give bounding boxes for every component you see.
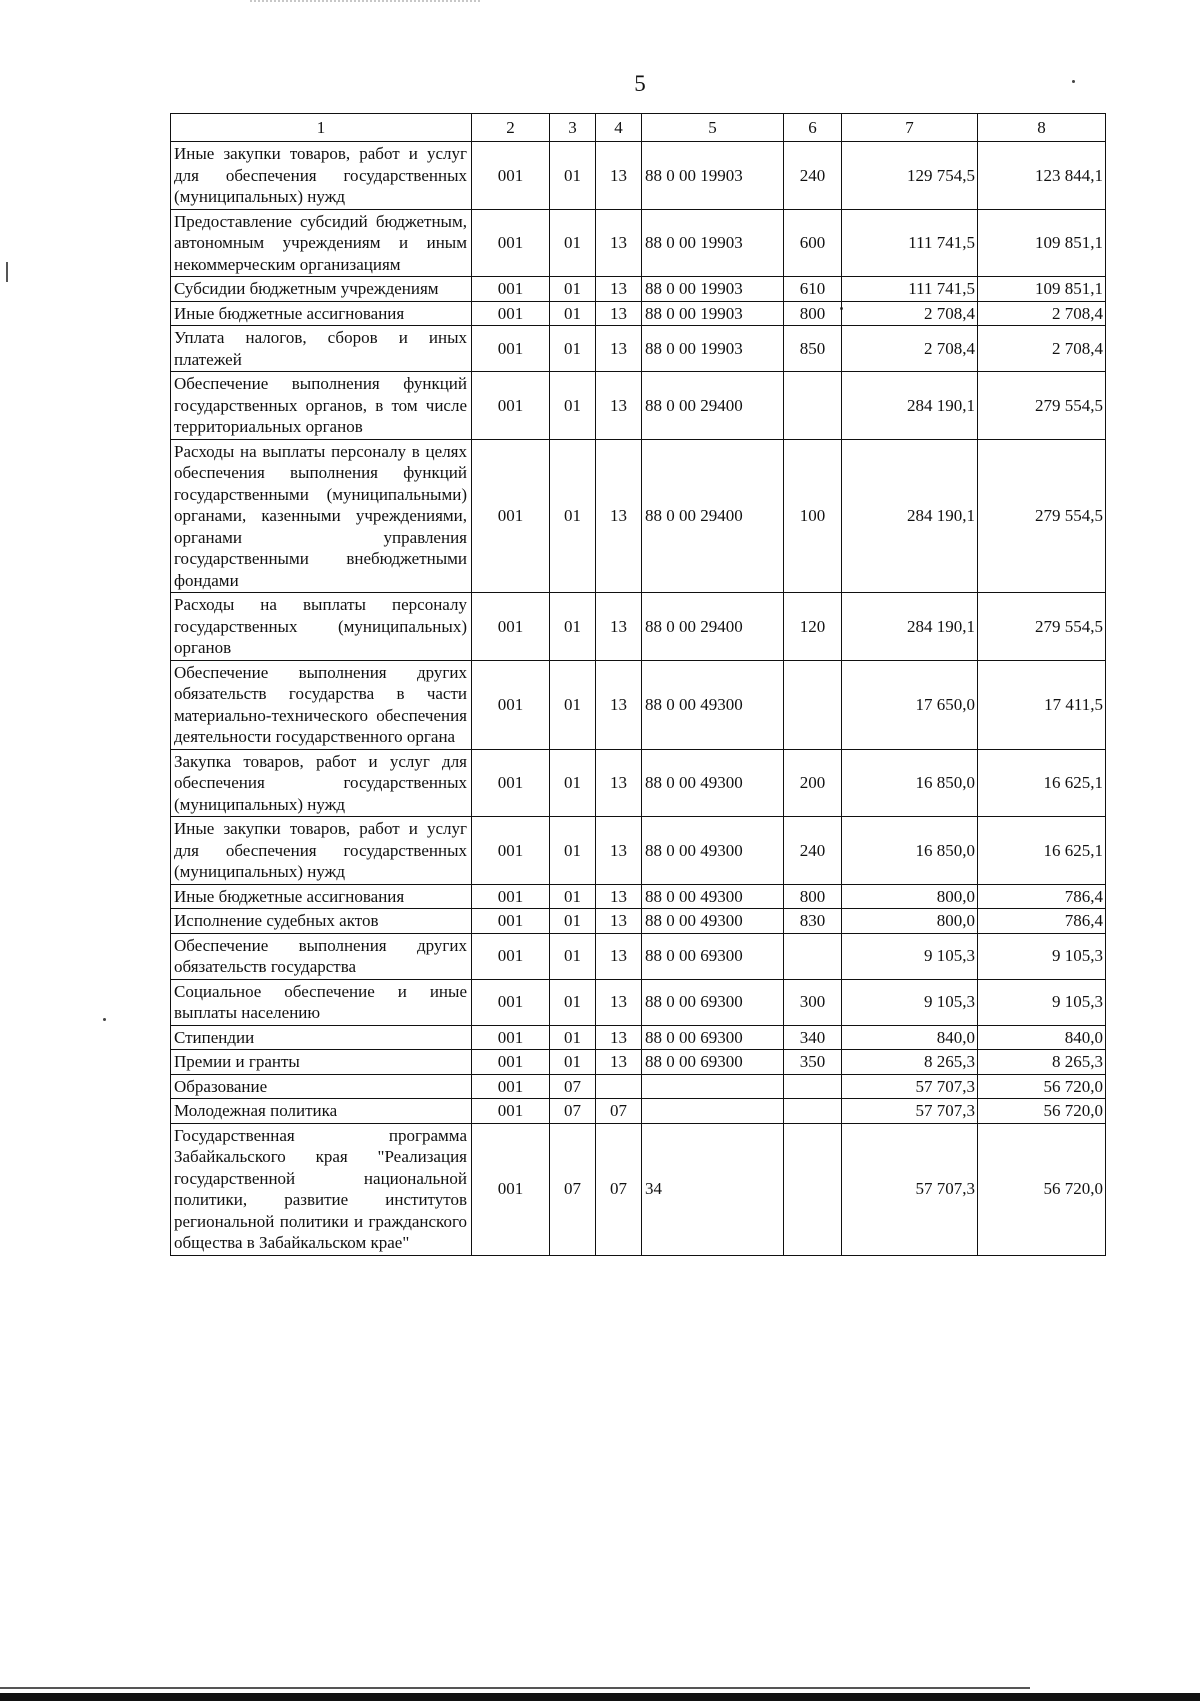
row-c5-cell: 88 0 00 19903	[642, 277, 784, 302]
row-c7-cell: 111 741,5	[842, 209, 978, 277]
row-c2-cell: 001	[472, 660, 550, 749]
row-c8-cell: 16 625,1	[978, 817, 1106, 885]
row-c2-cell: 001	[472, 1025, 550, 1050]
row-c5-cell: 88 0 00 19903	[642, 209, 784, 277]
row-c6-cell: 610	[784, 277, 842, 302]
header-cell: 1	[171, 114, 472, 142]
row-name-cell: Иные бюджетные ассигнования	[171, 884, 472, 909]
row-c5-cell: 88 0 00 69300	[642, 933, 784, 979]
header-cell: 2	[472, 114, 550, 142]
row-c2-cell: 001	[472, 1099, 550, 1124]
row-c6-cell	[784, 1099, 842, 1124]
scan-edge-bar	[0, 1693, 1200, 1701]
row-c5-cell: 88 0 00 49300	[642, 884, 784, 909]
row-c4-cell	[596, 1074, 642, 1099]
row-name-cell: Закупка товаров, работ и услуг для обеспечения государственных (муниципальных) нужд	[171, 749, 472, 817]
row-c2-cell: 001	[472, 909, 550, 934]
row-c6-cell: 100	[784, 439, 842, 593]
row-c5-cell: 88 0 00 49300	[642, 909, 784, 934]
table-row	[171, 1050, 1106, 1075]
row-c4-cell: 13	[596, 749, 642, 817]
row-c8-cell: 279 554,5	[978, 593, 1106, 661]
row-c8-cell: 2 708,4	[978, 301, 1106, 326]
row-c8-cell: 109 851,1	[978, 277, 1106, 302]
row-c8-cell: 56 720,0	[978, 1099, 1106, 1124]
row-c3-cell: 01	[550, 817, 596, 885]
row-c3-cell: 07	[550, 1123, 596, 1255]
row-name-cell: Предоставление субсидий бюджетным, автономным учреждениям и иным некоммерческим организациям	[171, 209, 472, 277]
row-c5-cell: 88 0 00 29400	[642, 593, 784, 661]
row-c2-cell: 001	[472, 277, 550, 302]
row-c6-cell: 300	[784, 979, 842, 1025]
row-c7-cell: 284 190,1	[842, 593, 978, 661]
row-c3-cell: 01	[550, 749, 596, 817]
header-cell: 3	[550, 114, 596, 142]
row-c5-cell: 88 0 00 19903	[642, 301, 784, 326]
scan-artifact	[6, 262, 8, 282]
row-c8-cell: 56 720,0	[978, 1074, 1106, 1099]
row-c4-cell: 13	[596, 1050, 642, 1075]
row-c8-cell: 9 105,3	[978, 933, 1106, 979]
row-c4-cell: 13	[596, 817, 642, 885]
row-c3-cell: 01	[550, 909, 596, 934]
row-c6-cell: 800	[784, 301, 842, 326]
row-c8-cell: 123 844,1	[978, 142, 1106, 210]
header-cell: 6	[784, 114, 842, 142]
row-c2-cell: 001	[472, 884, 550, 909]
row-c2-cell: 001	[472, 593, 550, 661]
row-c3-cell: 01	[550, 933, 596, 979]
row-c3-cell: 01	[550, 884, 596, 909]
row-c2-cell: 001	[472, 933, 550, 979]
row-c8-cell: 109 851,1	[978, 209, 1106, 277]
row-c3-cell: 07	[550, 1074, 596, 1099]
row-c3-cell: 01	[550, 1025, 596, 1050]
row-c4-cell: 07	[596, 1123, 642, 1255]
row-name-cell: Стипендии	[171, 1025, 472, 1050]
table-row	[171, 749, 1106, 817]
row-c7-cell: 17 650,0	[842, 660, 978, 749]
row-c8-cell: 786,4	[978, 909, 1106, 934]
row-c4-cell: 13	[596, 209, 642, 277]
row-c8-cell: 840,0	[978, 1025, 1106, 1050]
scan-artifact	[103, 1018, 106, 1021]
scan-artifact	[250, 0, 480, 6]
row-c5-cell: 88 0 00 69300	[642, 979, 784, 1025]
row-c6-cell	[784, 1123, 842, 1255]
row-c6-cell: 240	[784, 817, 842, 885]
row-c7-cell: 284 190,1	[842, 439, 978, 593]
row-c5-cell	[642, 1099, 784, 1124]
row-c6-cell: 350	[784, 1050, 842, 1075]
row-c3-cell: 01	[550, 142, 596, 210]
row-c6-cell: 800	[784, 884, 842, 909]
row-name-cell: Обеспечение выполнения функций государственных органов, в том числе территориальных органов	[171, 372, 472, 440]
row-c3-cell: 01	[550, 301, 596, 326]
row-name-cell: Социальное обеспечение и иные выплаты населению	[171, 979, 472, 1025]
row-c6-cell: 240	[784, 142, 842, 210]
row-c6-cell: 120	[784, 593, 842, 661]
row-c6-cell: 850	[784, 326, 842, 372]
row-c7-cell: 284 190,1	[842, 372, 978, 440]
row-c4-cell: 13	[596, 372, 642, 440]
row-c5-cell: 88 0 00 29400	[642, 439, 784, 593]
row-c7-cell: 57 707,3	[842, 1074, 978, 1099]
scan-edge-line	[0, 1687, 1030, 1689]
row-name-cell: Иные закупки товаров, работ и услуг для обеспечения государственных (муниципальных) нужд	[171, 142, 472, 210]
row-c2-cell: 001	[472, 817, 550, 885]
row-c4-cell: 13	[596, 439, 642, 593]
row-c3-cell: 01	[550, 209, 596, 277]
table-row	[171, 1074, 1106, 1099]
row-c4-cell: 07	[596, 1099, 642, 1124]
row-c5-cell: 88 0 00 49300	[642, 817, 784, 885]
row-c2-cell: 001	[472, 326, 550, 372]
row-c4-cell: 13	[596, 979, 642, 1025]
row-c2-cell: 001	[472, 749, 550, 817]
table-row	[171, 817, 1106, 885]
row-c3-cell: 07	[550, 1099, 596, 1124]
row-c7-cell: 2 708,4	[842, 326, 978, 372]
row-c7-cell: 9 105,3	[842, 979, 978, 1025]
row-c2-cell: 001	[472, 979, 550, 1025]
row-c6-cell: 830	[784, 909, 842, 934]
row-c6-cell: 200	[784, 749, 842, 817]
row-name-cell: Премии и гранты	[171, 1050, 472, 1075]
row-c2-cell: 001	[472, 439, 550, 593]
row-c4-cell: 13	[596, 301, 642, 326]
row-c5-cell: 34	[642, 1123, 784, 1255]
row-name-cell: Уплата налогов, сборов и иных платежей	[171, 326, 472, 372]
row-c4-cell: 13	[596, 933, 642, 979]
row-c7-cell: 111 741,5	[842, 277, 978, 302]
row-c3-cell: 01	[550, 660, 596, 749]
table-row	[171, 979, 1106, 1025]
row-c7-cell: 129 754,5	[842, 142, 978, 210]
row-c3-cell: 01	[550, 593, 596, 661]
row-c4-cell: 13	[596, 660, 642, 749]
row-c8-cell: 279 554,5	[978, 372, 1106, 440]
table-row	[171, 372, 1106, 440]
row-c7-cell: 16 850,0	[842, 749, 978, 817]
header-cell: 4	[596, 114, 642, 142]
row-c7-cell: 2 708,4	[842, 301, 978, 326]
row-c7-cell: 8 265,3	[842, 1050, 978, 1075]
row-c8-cell: 9 105,3	[978, 979, 1106, 1025]
row-c5-cell: 88 0 00 29400	[642, 372, 784, 440]
table-row	[171, 593, 1106, 661]
row-c3-cell: 01	[550, 372, 596, 440]
row-c8-cell: 279 554,5	[978, 439, 1106, 593]
row-c5-cell: 88 0 00 69300	[642, 1050, 784, 1075]
row-c3-cell: 01	[550, 326, 596, 372]
row-c4-cell: 13	[596, 909, 642, 934]
table-row	[171, 1025, 1106, 1050]
row-name-cell: Субсидии бюджетным учреждениям	[171, 277, 472, 302]
table-row	[171, 326, 1106, 372]
row-c4-cell: 13	[596, 277, 642, 302]
row-c7-cell: 800,0	[842, 909, 978, 934]
row-c7-cell: 16 850,0	[842, 817, 978, 885]
row-c6-cell	[784, 933, 842, 979]
row-name-cell: Молодежная политика	[171, 1099, 472, 1124]
row-c5-cell	[642, 1074, 784, 1099]
table-row	[171, 209, 1106, 277]
row-c7-cell: 57 707,3	[842, 1099, 978, 1124]
table-row	[171, 439, 1106, 593]
row-c7-cell: 57 707,3	[842, 1123, 978, 1255]
row-c2-cell: 001	[472, 1050, 550, 1075]
row-c6-cell	[784, 1074, 842, 1099]
row-c6-cell: 600	[784, 209, 842, 277]
budget-table	[170, 113, 1106, 1256]
row-c4-cell: 13	[596, 142, 642, 210]
row-c2-cell: 001	[472, 142, 550, 210]
row-c3-cell: 01	[550, 979, 596, 1025]
row-c8-cell: 56 720,0	[978, 1123, 1106, 1255]
row-c5-cell: 88 0 00 19903	[642, 142, 784, 210]
row-name-cell: Иные бюджетные ассигнования	[171, 301, 472, 326]
row-c3-cell: 01	[550, 277, 596, 302]
table-row	[171, 909, 1106, 934]
row-name-cell: Расходы на выплаты персоналу государственных (муниципальных) органов	[171, 593, 472, 661]
row-name-cell: Исполнение судебных актов	[171, 909, 472, 934]
row-c8-cell: 17 411,5	[978, 660, 1106, 749]
row-name-cell: Иные закупки товаров, работ и услуг для обеспечения государственных (муниципальных) нужд	[171, 817, 472, 885]
row-c5-cell: 88 0 00 49300	[642, 749, 784, 817]
row-c4-cell: 13	[596, 593, 642, 661]
header-row	[171, 114, 1106, 142]
table-row	[171, 277, 1106, 302]
row-c6-cell	[784, 372, 842, 440]
row-c5-cell: 88 0 00 19903	[642, 326, 784, 372]
table-row	[171, 660, 1106, 749]
row-c2-cell: 001	[472, 209, 550, 277]
row-c3-cell: 01	[550, 1050, 596, 1075]
row-c7-cell: 800,0	[842, 884, 978, 909]
table-row	[171, 1123, 1106, 1255]
row-c4-cell: 13	[596, 1025, 642, 1050]
row-c7-cell: 9 105,3	[842, 933, 978, 979]
row-c3-cell: 01	[550, 439, 596, 593]
row-c2-cell: 001	[472, 1123, 550, 1255]
row-name-cell: Расходы на выплаты персоналу в целях обеспечения выполнения функций государственными (муниципальными) органами, казенными учреждениями, органами управления государственными внебюджетными фондами	[171, 439, 472, 593]
row-c8-cell: 16 625,1	[978, 749, 1106, 817]
table-row	[171, 884, 1106, 909]
table-row	[171, 933, 1106, 979]
table-row	[171, 1099, 1106, 1124]
row-c5-cell: 88 0 00 69300	[642, 1025, 784, 1050]
row-c2-cell: 001	[472, 1074, 550, 1099]
header-cell: 8	[978, 114, 1106, 142]
row-c4-cell: 13	[596, 326, 642, 372]
row-c4-cell: 13	[596, 884, 642, 909]
row-name-cell: Образование	[171, 1074, 472, 1099]
row-c8-cell: 8 265,3	[978, 1050, 1106, 1075]
page-number: 5	[634, 71, 646, 96]
header-cell: 7	[842, 114, 978, 142]
row-name-cell: Государственная программа Забайкальского края "Реализация государственной национальной политики, развитие институтов региональной политики и гражданского общества в Забайкальском крае"	[171, 1123, 472, 1255]
row-c2-cell: 001	[472, 301, 550, 326]
row-c6-cell: 340	[784, 1025, 842, 1050]
row-c2-cell: 001	[472, 372, 550, 440]
row-c8-cell: 786,4	[978, 884, 1106, 909]
table-row	[171, 301, 1106, 326]
row-name-cell: Обеспечение выполнения других обязательств государства в части материально-технического обеспечения деятельности государственного органа	[171, 660, 472, 749]
row-c7-cell: 840,0	[842, 1025, 978, 1050]
header-cell: 5	[642, 114, 784, 142]
row-c6-cell	[784, 660, 842, 749]
row-c5-cell: 88 0 00 49300	[642, 660, 784, 749]
row-name-cell: Обеспечение выполнения других обязательств государства	[171, 933, 472, 979]
table-row	[171, 142, 1106, 210]
row-c8-cell: 2 708,4	[978, 326, 1106, 372]
